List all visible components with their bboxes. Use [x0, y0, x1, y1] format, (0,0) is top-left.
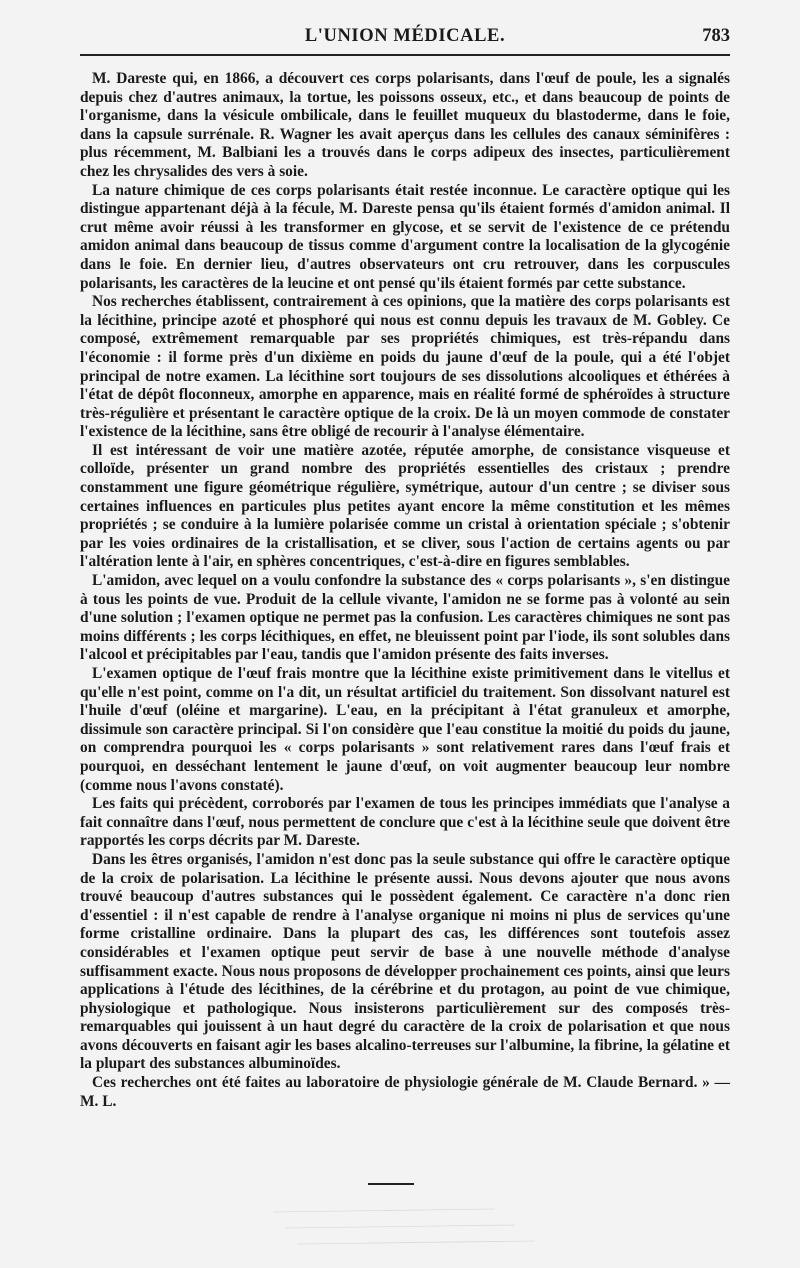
journal-title: L'UNION MÉDICALE.: [304, 26, 506, 46]
paragraph: L'amidon, avec lequel on a voulu confondre la substance des « corps polarisants », s'en distingue à tous les points de vue. Produit de la cellule vivante, l'amidon ne se forme pas à volonté au sein d'une solution ; l'examen optique ne permet pas la confusion. Les caractères chimiques ne sont pas moins différents ; les corps lécithiques, en effet, ne bleuissent point par l'iode, ils sont solubles dans l'alcool et précipitables par l'eau, tandis que l'amidon présente des faits inverses.: [80, 572, 730, 664]
paragraph: L'examen optique de l'œuf frais montre que la lécithine existe primitivement dans le vitellus et qu'elle n'est point, comme on l'a dit, un résultat artificiel du traitement. Son dissolvant naturel est l'huile d'œuf (oléine et margarine). L'eau, en la précipitant à l'état granuleux et amorphe, dissimule son caractère principal. Si l'on considère que l'eau constitue la moitié du poids du jaune, on comprendra pourquoi les « corps polarisants » sont relativement rares dans l'œuf frais et pourquoi, en desséchant lentement le jaune d'œuf, on voit augmenter beaucoup leur nombre (comme nous l'avons constaté).: [80, 665, 730, 794]
end-rule: [368, 1183, 414, 1185]
page-number: 783: [702, 26, 730, 46]
article-body: [80, 70, 730, 1111]
paragraph: M. Dareste qui, en 1866, a découvert ces corps polarisants, dans l'œuf de poule, les a signalés depuis chez d'autres animaux, la tortue, les poissons osseux, etc., et dans beaucoup de points de l'organisme, dans la vésicule ombilicale, dans le feuillet muqueux du blastoderme, dans le foie, dans la capsule surrénale. R. Wagner les avait aperçus dans les cellules des canaux séminifères : plus récemment, M. Balbiani les a trouvés dans le corps adipeux des insectes, particulièrement chez les chrysalides des vers à soie.: [80, 70, 730, 180]
paragraph: Dans les êtres organisés, l'amidon n'est donc pas la seule substance qui offre le caractère optique de la croix de polarisation. La lécithine le présente aussi. Nous devons ajouter que nous avons trouvé beaucoup d'autres substances qui le possèdent également. Ce caractère n'a donc rien d'essentiel : il n'est capable de rendre à l'analyse organique ni moins ni plus de services qu'une forme cristalline ordinaire. Dans la plupart des cas, les différences sont toutefois assez considérables et l'examen optique peut servir de base à une nouvelle méthode d'analyse suffisamment exacte. Nous nous proposons de développer prochainement ces points, ainsi que leurs applications à l'étude des lécithines, de la cérébrine et du protagon, au point de vue chimique, physiologique et pathologique. Nous insisterons particulièrement sur des composés très-remarquables qui jouissent à un haut degré du caractère de la croix de polarisation et que nous avons découverts en faisant agir les bases alcalino-terreuses sur l'albumine, la fibrine, la gélatine et la plupart des substances albuminoïdes.: [80, 850, 730, 1073]
paragraph: Il est intéressant de voir une matière azotée, réputée amorphe, de consistance visqueuse et colloïde, présenter un grand nombre des propriétés essentielles des cristaux ; prendre constamment une figure géométrique régulière, symétrique, autour d'un centre ; se diviser sous certaines influences en particules plus petites ayant encore la même constitution et les mêmes propriétés ; se conduire à la lumière polarisée comme un cristal à orientation spéciale ; s'obtenir par les voies ordinaires de la cristallisation, et se cliver, sous l'action de certains agents ou par l'altération lente à l'air, en sphères concentriques, c'est-à-dire en figures semblables.: [80, 441, 730, 571]
paragraph: Les faits qui précèdent, corroborés par l'examen de tous les principes immédiats que l'analyse a fait connaître dans l'œuf, nous permettent de conclure que c'est à la lécithine seule que doivent être rapportés les corps décrits par M. Dareste.: [80, 795, 730, 850]
paragraph: La nature chimique de ces corps polarisants était restée inconnue. Le caractère optique qui les distingue appartenant déjà à la fécule, M. Dareste pensa qu'ils étaient formés d'amidon animal. Il crut même avoir réussi à les transformer en glycose, et se servit de l'existence de ce prétendu amidon animal dans beaucoup de tissus comme d'argument contre la localisation de la glycogénie dans le foie. En dernier lieu, d'autres observateurs ont cru retrouver, dans les corpuscules polarisants, les caractères de la leucine et ont pensé qu'ils étaient formés par cette substance.: [80, 181, 730, 292]
running-head: [80, 22, 730, 56]
paragraph: Ces recherches ont été faites au laboratoire de physiologie générale de M. Claude Bernard. » — M. L.: [80, 1074, 730, 1110]
reverse-side-bleed-through: [255, 1198, 555, 1258]
paragraph: Nos recherches établissent, contrairement à ces opinions, que la matière des corps polarisants est la lécithine, principe azoté et phosphoré qui nous est connu depuis les travaux de M. Gobley. Ce composé, extrêmement remarquable par ses propriétés chimiques, est très-répandu dans l'économie : il forme près d'un dixième en poids du jaune d'œuf de la poule, qui a été l'objet principal de notre examen. La lécithine sort toujours de ses dissolutions alcooliques et éthérées à l'état de dépôt floconneux, amorphe en apparence, mais en réalité formé de sphéroïdes à structure très-régulière et présentant le caractère optique de la croix. De là un moyen commode de constater l'existence de la lécithine, sans être obligé de recourir à l'analyse élémentaire.: [80, 293, 730, 441]
